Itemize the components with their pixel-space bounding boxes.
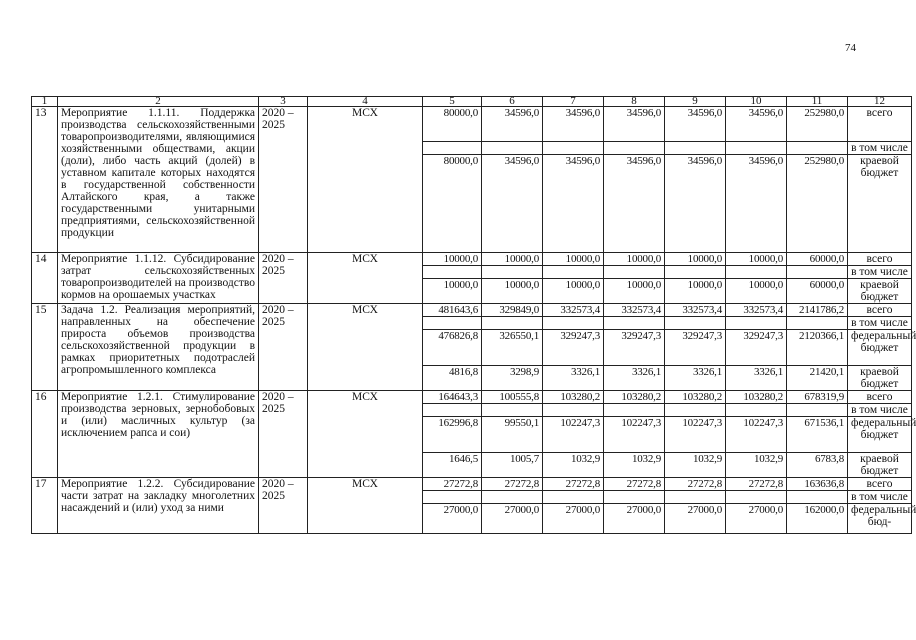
amount-cell: 27000,0 (543, 504, 604, 534)
funding-source: федеральный бюд- (848, 504, 912, 534)
amount-cell: 80000,0 (423, 107, 482, 142)
column-number: 7 (543, 97, 604, 107)
amount-cell: 329247,3 (543, 330, 604, 366)
funding-source: в том числе (848, 404, 912, 417)
amount-cell: 34596,0 (726, 107, 787, 142)
amount-cell: 1032,9 (665, 453, 726, 478)
amount-cell: 34596,0 (604, 107, 665, 142)
amount-cell: 103280,2 (726, 391, 787, 404)
amount-cell (665, 491, 726, 504)
amount-cell: 1005,7 (482, 453, 543, 478)
amount-cell: 103280,2 (543, 391, 604, 404)
amount-cell: 10000,0 (604, 279, 665, 304)
amount-cell: 34596,0 (726, 155, 787, 253)
implementation-period: 2020 – 2025 (259, 253, 308, 304)
funding-source: всего (848, 478, 912, 491)
amount-cell: 332573,4 (726, 304, 787, 317)
amount-cell: 10000,0 (604, 253, 665, 266)
amount-cell: 1032,9 (726, 453, 787, 478)
amount-cell: 476826,8 (423, 330, 482, 366)
amount-cell: 671536,1 (787, 417, 848, 453)
amount-cell: 27000,0 (726, 504, 787, 534)
amount-cell: 103280,2 (665, 391, 726, 404)
column-number: 12 (848, 97, 912, 107)
amount-cell: 162996,8 (423, 417, 482, 453)
amount-cell: 99550,1 (482, 417, 543, 453)
amount-cell (482, 491, 543, 504)
funding-source: федеральный бюджет (848, 417, 912, 453)
amount-cell: 10000,0 (543, 253, 604, 266)
funding-source: всего (848, 107, 912, 142)
measure-description: Задача 1.2. Реализация мероприятий, направленных на обеспечение прироста объемов производства сельскохозяйственной продукции в рамках приоритетных подотраслей агропромышленного комплекса (58, 304, 259, 391)
amount-cell (423, 142, 482, 155)
amount-cell (543, 317, 604, 330)
measure-description: Мероприятие 1.1.12. Субсидирование затрат сельскохозяйственных товаропроизводителей на производство кормов на орошаемых участках (58, 253, 259, 304)
funding-source: в том числе (848, 142, 912, 155)
amount-cell (482, 404, 543, 417)
amount-cell: 10000,0 (482, 253, 543, 266)
amount-cell (787, 317, 848, 330)
amount-cell: 103280,2 (604, 391, 665, 404)
amount-cell: 6783,8 (787, 453, 848, 478)
amount-cell: 1646,5 (423, 453, 482, 478)
table-row (32, 478, 912, 491)
amount-cell: 329849,0 (482, 304, 543, 317)
amount-cell (482, 317, 543, 330)
amount-cell (543, 266, 604, 279)
amount-cell (665, 404, 726, 417)
column-number: 8 (604, 97, 665, 107)
amount-cell: 164643,3 (423, 391, 482, 404)
amount-cell: 34596,0 (665, 155, 726, 253)
amount-cell: 27272,8 (482, 478, 543, 491)
amount-cell: 252980,0 (787, 107, 848, 142)
amount-cell: 102247,3 (604, 417, 665, 453)
column-number: 3 (259, 97, 308, 107)
column-number: 1 (32, 97, 58, 107)
amount-cell: 252980,0 (787, 155, 848, 253)
measure-description: Мероприятие 1.2.2. Субсидирование части затрат на закладку многолетних насаждений и (или) уход за ними (58, 478, 259, 534)
amount-cell: 3326,1 (543, 366, 604, 391)
amount-cell (726, 491, 787, 504)
executor: МСХ (308, 253, 423, 304)
amount-cell: 60000,0 (787, 253, 848, 266)
amount-cell: 27000,0 (604, 504, 665, 534)
funding-source: федеральный бюджет (848, 330, 912, 366)
amount-cell: 34596,0 (543, 107, 604, 142)
amount-cell: 163636,8 (787, 478, 848, 491)
table-row (32, 304, 912, 317)
amount-cell (543, 142, 604, 155)
row-number: 17 (32, 478, 58, 534)
amount-cell: 34596,0 (482, 107, 543, 142)
amount-cell: 27272,8 (726, 478, 787, 491)
funding-source: краевой бюджет (848, 155, 912, 253)
amount-cell: 27272,8 (604, 478, 665, 491)
amount-cell: 27272,8 (543, 478, 604, 491)
funding-source: краевой бюджет (848, 279, 912, 304)
column-number: 4 (308, 97, 423, 107)
amount-cell (726, 317, 787, 330)
amount-cell (543, 404, 604, 417)
funding-source: краевой бюджет (848, 453, 912, 478)
column-number-row (32, 97, 912, 107)
implementation-period: 2020 – 2025 (259, 391, 308, 478)
amount-cell: 10000,0 (482, 279, 543, 304)
amount-cell: 332573,4 (604, 304, 665, 317)
amount-cell (726, 142, 787, 155)
funding-source: в том числе (848, 491, 912, 504)
measure-description: Мероприятие 1.2.1. Стимулирование производства зерновых, зернобобовых и (или) масличных культур (за исключением рапса и сои) (58, 391, 259, 478)
amount-cell (604, 491, 665, 504)
amount-cell: 329247,3 (726, 330, 787, 366)
amount-cell (604, 142, 665, 155)
column-number: 9 (665, 97, 726, 107)
implementation-period: 2020 – 2025 (259, 478, 308, 534)
amount-cell: 34596,0 (543, 155, 604, 253)
column-number: 5 (423, 97, 482, 107)
amount-cell: 678319,9 (787, 391, 848, 404)
amount-cell (665, 266, 726, 279)
amount-cell: 27000,0 (423, 504, 482, 534)
funding-source: краевой бюджет (848, 366, 912, 391)
amount-cell: 102247,3 (726, 417, 787, 453)
amount-cell (665, 142, 726, 155)
executor: МСХ (308, 391, 423, 478)
amount-cell: 332573,4 (543, 304, 604, 317)
column-number: 6 (482, 97, 543, 107)
budget-table (31, 95, 916, 534)
table-row (32, 391, 912, 404)
amount-cell: 481643,6 (423, 304, 482, 317)
amount-cell (787, 142, 848, 155)
row-number: 13 (32, 107, 58, 253)
column-number: 2 (58, 97, 259, 107)
amount-cell: 329247,3 (665, 330, 726, 366)
amount-cell: 21420,1 (787, 366, 848, 391)
executor: МСХ (308, 304, 423, 391)
amount-cell: 10000,0 (423, 279, 482, 304)
amount-cell: 162000,0 (787, 504, 848, 534)
amount-cell: 27272,8 (665, 478, 726, 491)
funding-source: в том числе (848, 266, 912, 279)
amount-cell: 329247,3 (604, 330, 665, 366)
amount-cell: 27000,0 (665, 504, 726, 534)
amount-cell: 34596,0 (665, 107, 726, 142)
amount-cell (726, 266, 787, 279)
column-number: 11 (787, 97, 848, 107)
amount-cell (665, 317, 726, 330)
amount-cell (482, 266, 543, 279)
amount-cell (482, 142, 543, 155)
amount-cell: 4816,8 (423, 366, 482, 391)
amount-cell: 27000,0 (482, 504, 543, 534)
amount-cell: 10000,0 (543, 279, 604, 304)
amount-cell: 1032,9 (543, 453, 604, 478)
amount-cell: 3326,1 (665, 366, 726, 391)
row-number: 16 (32, 391, 58, 478)
table-row (32, 253, 912, 266)
funding-source: всего (848, 253, 912, 266)
row-number: 15 (32, 304, 58, 391)
amount-cell (787, 266, 848, 279)
amount-cell: 10000,0 (726, 253, 787, 266)
funding-source: всего (848, 391, 912, 404)
amount-cell (604, 317, 665, 330)
executor: МСХ (308, 107, 423, 253)
amount-cell (726, 404, 787, 417)
amount-cell: 1032,9 (604, 453, 665, 478)
amount-cell: 2141786,2 (787, 304, 848, 317)
amount-cell: 100555,8 (482, 391, 543, 404)
amount-cell: 34596,0 (482, 155, 543, 253)
implementation-period: 2020 – 2025 (259, 107, 308, 253)
amount-cell: 60000,0 (787, 279, 848, 304)
amount-cell: 3298,9 (482, 366, 543, 391)
amount-cell: 2120366,1 (787, 330, 848, 366)
amount-cell: 10000,0 (665, 279, 726, 304)
amount-cell (423, 491, 482, 504)
amount-cell: 27272,8 (423, 478, 482, 491)
amount-cell: 332573,4 (665, 304, 726, 317)
amount-cell: 3326,1 (726, 366, 787, 391)
amount-cell (787, 404, 848, 417)
implementation-period: 2020 – 2025 (259, 304, 308, 391)
amount-cell: 34596,0 (604, 155, 665, 253)
amount-cell (423, 266, 482, 279)
amount-cell (543, 491, 604, 504)
amount-cell: 102247,3 (665, 417, 726, 453)
measure-description: Мероприятие 1.1.11. Поддержка производства сельскохозяйственными товаропроизводителями, являющимися хозяйственными обществами, акции (доли), либо часть акций (долей) в уставном капитале которых находятся в государственной собственности Алтайского края, а также государственными унитарными предприятиями, сельскохозяйственной продукции (58, 107, 259, 253)
amount-cell: 102247,3 (543, 417, 604, 453)
executor: МСХ (308, 478, 423, 534)
table-row (32, 107, 912, 142)
amount-cell (423, 404, 482, 417)
column-number: 10 (726, 97, 787, 107)
amount-cell: 80000,0 (423, 155, 482, 253)
amount-cell: 10000,0 (665, 253, 726, 266)
amount-cell (604, 266, 665, 279)
amount-cell (604, 404, 665, 417)
amount-cell (787, 491, 848, 504)
page-number: 74 (845, 42, 856, 54)
funding-source: всего (848, 304, 912, 317)
amount-cell: 326550,1 (482, 330, 543, 366)
amount-cell: 10000,0 (423, 253, 482, 266)
row-number: 14 (32, 253, 58, 304)
funding-source: в том числе (848, 317, 912, 330)
amount-cell: 3326,1 (604, 366, 665, 391)
amount-cell (423, 317, 482, 330)
amount-cell: 10000,0 (726, 279, 787, 304)
